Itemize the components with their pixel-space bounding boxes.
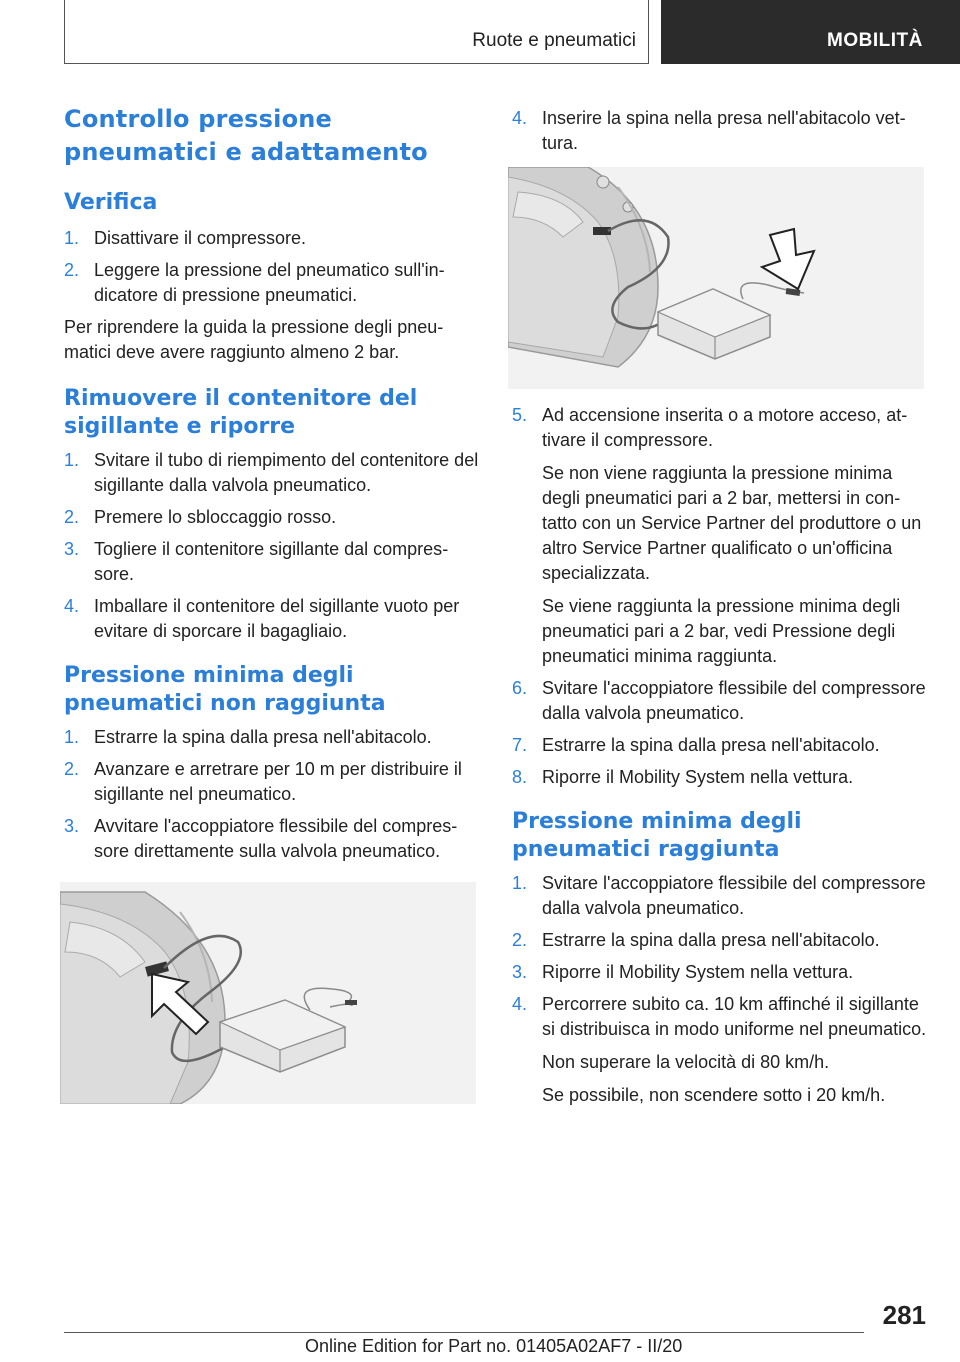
step-text: Estrarre la spina dalla presa nell'abitacolo. [542,930,880,950]
running-header [64,0,649,64]
compressor-steps [512,403,928,790]
heading-pressione-raggiunta: Pressione minima degli pneumatici raggiunta [512,809,802,862]
step-text: Svitare il tubo di riempimento del contenitore del sigillante dalla valvola pneumatico. [94,450,479,495]
figure-plug-socket [508,167,924,389]
step-text: Togliere il contenitore sigillante dal compressore. [94,539,449,584]
step-note: Se possibile, non scendere sotto i 20 km/h. [542,1085,886,1105]
step-text: Leggere la pressione del pneumatico sull'indicatore di pressione pneumatici. [94,260,445,305]
list-item [512,733,928,758]
step-number: 2. [64,260,80,280]
step-number: 4. [512,994,528,1014]
step-text: Riporre il Mobility System nella vettura. [542,962,854,982]
step-number: 1. [64,228,80,248]
list-item [512,928,928,953]
list-item [64,448,480,498]
list-item [64,757,480,807]
step-number: 1. [64,727,80,747]
heading-verifica: Verifica [64,190,158,215]
step-text: Inserire la spina nella presa nell'abitacolo vettura. [542,108,906,153]
list-item [64,537,480,587]
step-number: 3. [512,962,528,982]
rimuovere-steps [64,448,480,644]
step-text: Ad accensione inserita o a motore acceso, attivare il compressore. [542,405,908,450]
step-number: 3. [64,539,80,559]
step-number: 4. [64,596,80,616]
section-title: Ruote e pneumatici [472,30,636,51]
step-text: Svitare l'accoppiatore flessibile del compressore dalla valvola pneumatico. [542,873,926,918]
step-text: Disattivare il compressore. [94,228,307,248]
pressione-raggiunta-steps [512,871,928,1108]
step-number: 1. [64,450,80,470]
pressione-non-raggiunta-steps [64,725,480,864]
list-item [64,226,480,251]
pressione-non-raggiunta-steps-continued [512,106,928,156]
heading-rimuovere: Rimuovere il contenitore del sigillante e riporre [64,386,418,439]
list-item [64,725,480,750]
heading-pressione-non-raggiunta: Pressione minima degli pneumatici non raggiunta [64,663,386,716]
step-text: Percorrere subito ca. 10 km affinché il sigillante si distribuisca in modo uniforme nel pneumatico. [542,994,927,1039]
list-item [512,403,928,669]
chapter-title: MOBILITÀ [827,30,923,51]
compressor-valve-illustration [60,882,476,1104]
edition-info: Online Edition for Part no. 01405A02AF7 - II/20 [305,1336,683,1356]
step-text: Avvitare l'accoppiatore flessibile del compressore direttamente sulla valvola pneumatico. [94,816,458,861]
step-number: 2. [64,759,80,779]
list-item [512,992,928,1108]
figure-compressor-valve [60,882,476,1104]
step-text: Riporre il Mobility System nella vettura. [542,767,854,787]
verifica-paragraph: Per riprendere la guida la pressione degli pneumatici deve avere raggiunto almeno 2 bar. [64,317,444,362]
left-column [64,100,480,1104]
list-item [512,765,928,790]
footer-divider [64,1332,864,1333]
step-number: 2. [512,930,528,950]
list-item [64,594,480,644]
step-text: Premere lo sbloccaggio rosso. [94,507,337,527]
chapter-tab [661,0,960,64]
step-number: 3. [64,816,80,836]
step-text: Imballare il contenitore del sigillante vuoto per evitare di sporcare il bagagliaio. [94,596,460,641]
list-item [64,505,480,530]
list-item [64,814,480,864]
step-number: 4. [512,108,528,128]
step-note: Se viene raggiunta la pressione minima degli pneumatici pari a 2 bar, vedi Pressione degli pneumatici minima raggiunta. [542,596,901,666]
verifica-steps [64,226,480,308]
list-item [512,871,928,921]
list-item [512,106,928,156]
list-item [512,676,928,726]
step-note: Se non viene raggiunta la pressione minima degli pneumatici pari a 2 bar, mettersi in contatto con un Service Partner del produttore o un altro Service Partner qualificato o un'officina specializzata. [542,463,922,583]
step-number: 8. [512,767,528,787]
step-text: Avanzare e arretrare per 10 m per distribuire il sigillante nel pneumatico. [94,759,462,804]
step-text: Estrarre la spina dalla presa nell'abitacolo. [94,727,432,747]
step-number: 1. [512,873,528,893]
plug-socket-illustration [508,167,924,389]
page-number: 281 [882,1300,926,1330]
arrow-pointer-icon [762,229,814,289]
right-column [512,100,928,1115]
list-item [512,960,928,985]
step-number: 5. [512,405,528,425]
step-text: Estrarre la spina dalla presa nell'abitacolo. [542,735,880,755]
step-number: 7. [512,735,528,755]
step-number: 2. [64,507,80,527]
step-number: 6. [512,678,528,698]
page-title: Controllo pressione pneumatici e adattamento [64,105,428,166]
step-text: Svitare l'accoppiatore flessibile del compressore dalla valvola pneumatico. [542,678,926,723]
step-note: Non superare la velocità di 80 km/h. [542,1052,830,1072]
list-item [64,258,480,308]
